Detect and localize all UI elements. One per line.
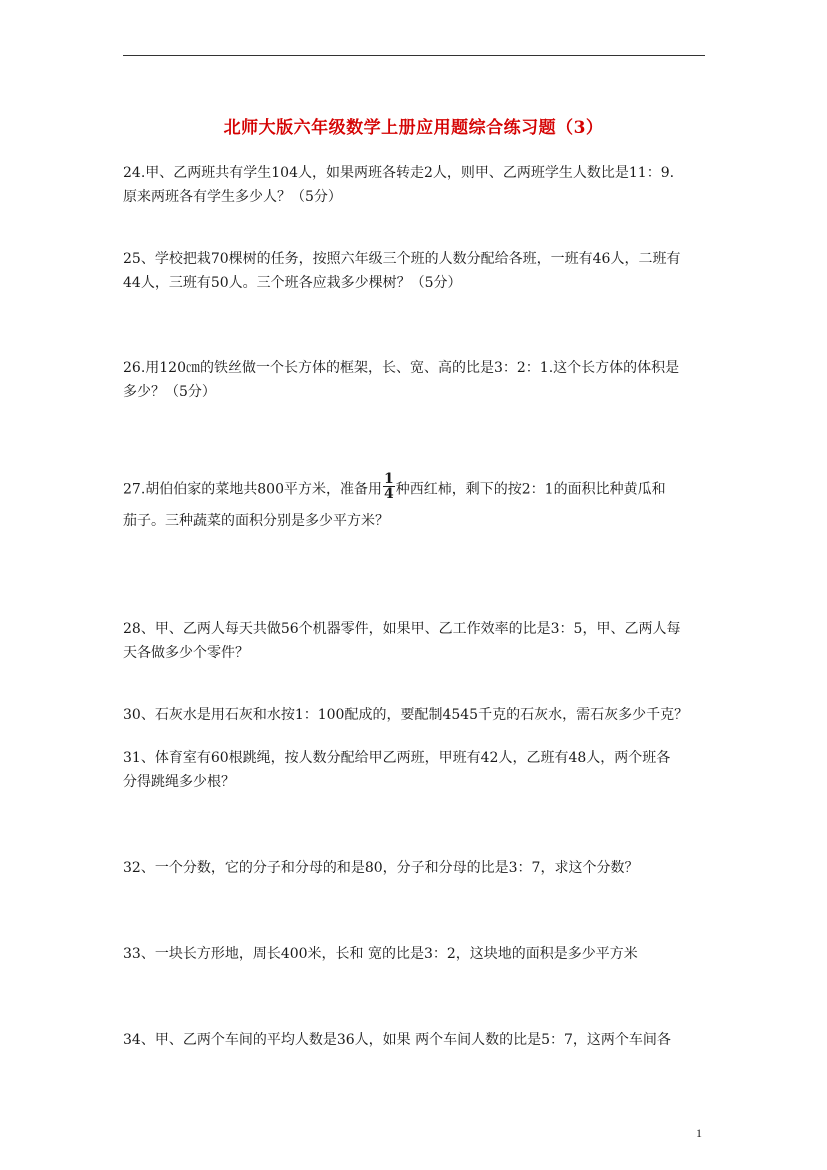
question-31-line-1: 31、体育室有60根跳绳，按人数分配给甲乙两班，甲班有42人，乙班有48人，两个班各 bbox=[123, 750, 671, 766]
question-33 bbox=[123, 942, 713, 966]
question-30 bbox=[123, 703, 713, 727]
question-30-line-1: 30、石灰水是用石灰和水按1：100配成的，要配制4545千克的石灰水，需石灰多少千克？ bbox=[123, 707, 689, 723]
question-26-line-2: 多少？（5分） bbox=[123, 384, 216, 400]
question-34 bbox=[123, 1028, 713, 1052]
question-31-line-2: 分得跳绳多少根？ bbox=[123, 774, 235, 790]
question-28 bbox=[123, 617, 713, 665]
question-25-line-1: 25、学校把栽70棵树的任务，按照六年级三个班的人数分配给各班，一班有46人，二班有 bbox=[123, 251, 681, 267]
question-34-line-1: 34、甲、乙两个车间的平均人数是36人，如果 两个车间人数的比是5：7，这两个车间各 bbox=[123, 1032, 671, 1048]
question-28-line-1: 28、甲、乙两人每天共做56个机器零件，如果甲、乙工作效率的比是3：5，甲、乙两人每 bbox=[123, 621, 681, 637]
header-rule bbox=[123, 55, 705, 56]
question-33-line-1: 33、一块长方形地，周长400米，长和 宽的比是3：2，这块地的面积是多少平方米 bbox=[123, 946, 638, 962]
fraction-one-quarter bbox=[383, 472, 395, 501]
document-title: 北师大版六年级数学上册应用题综合练习题（3） bbox=[223, 118, 604, 138]
question-27-text-after: 种西红柿，剩下的按2：1的面积比种黄瓜和 bbox=[395, 481, 666, 498]
question-27-line-1 bbox=[123, 471, 713, 509]
question-24-line-2: 原来两班各有学生多少人？（5分） bbox=[123, 189, 342, 205]
page-number: 1 bbox=[696, 1126, 702, 1140]
question-31 bbox=[123, 746, 713, 794]
question-28-line-2: 天各做多少个零件？ bbox=[123, 645, 249, 661]
fraction-denominator: 4 bbox=[384, 486, 394, 502]
question-27-text-before: 27.胡伯伯家的菜地共800平方米，准备用 bbox=[123, 481, 382, 498]
question-25 bbox=[123, 247, 713, 295]
question-24-line-1: 24.甲、乙两班共有学生104人，如果两班各转走2人，则甲、乙两班学生人数比是11：9. bbox=[123, 165, 675, 181]
question-27-line-2: 茄子。三种蔬菜的面积分别是多少平方米？ bbox=[123, 513, 389, 529]
question-26 bbox=[123, 356, 713, 404]
question-32 bbox=[123, 856, 713, 880]
question-25-line-2: 44人，三班有50人。三个班各应栽多少棵树？（5分） bbox=[123, 275, 462, 291]
question-32-line-1: 32、一个分数，它的分子和分母的和是80，分子和分母的比是3：7，求这个分数？ bbox=[123, 860, 639, 876]
question-27 bbox=[123, 471, 713, 533]
question-24 bbox=[123, 161, 713, 209]
question-26-line-1: 26.用120㎝的铁丝做一个长方体的框架，长、宽、高的比是3：2：1.这个长方体的体积是 bbox=[123, 360, 680, 376]
fraction-numerator: 1 bbox=[384, 471, 394, 487]
